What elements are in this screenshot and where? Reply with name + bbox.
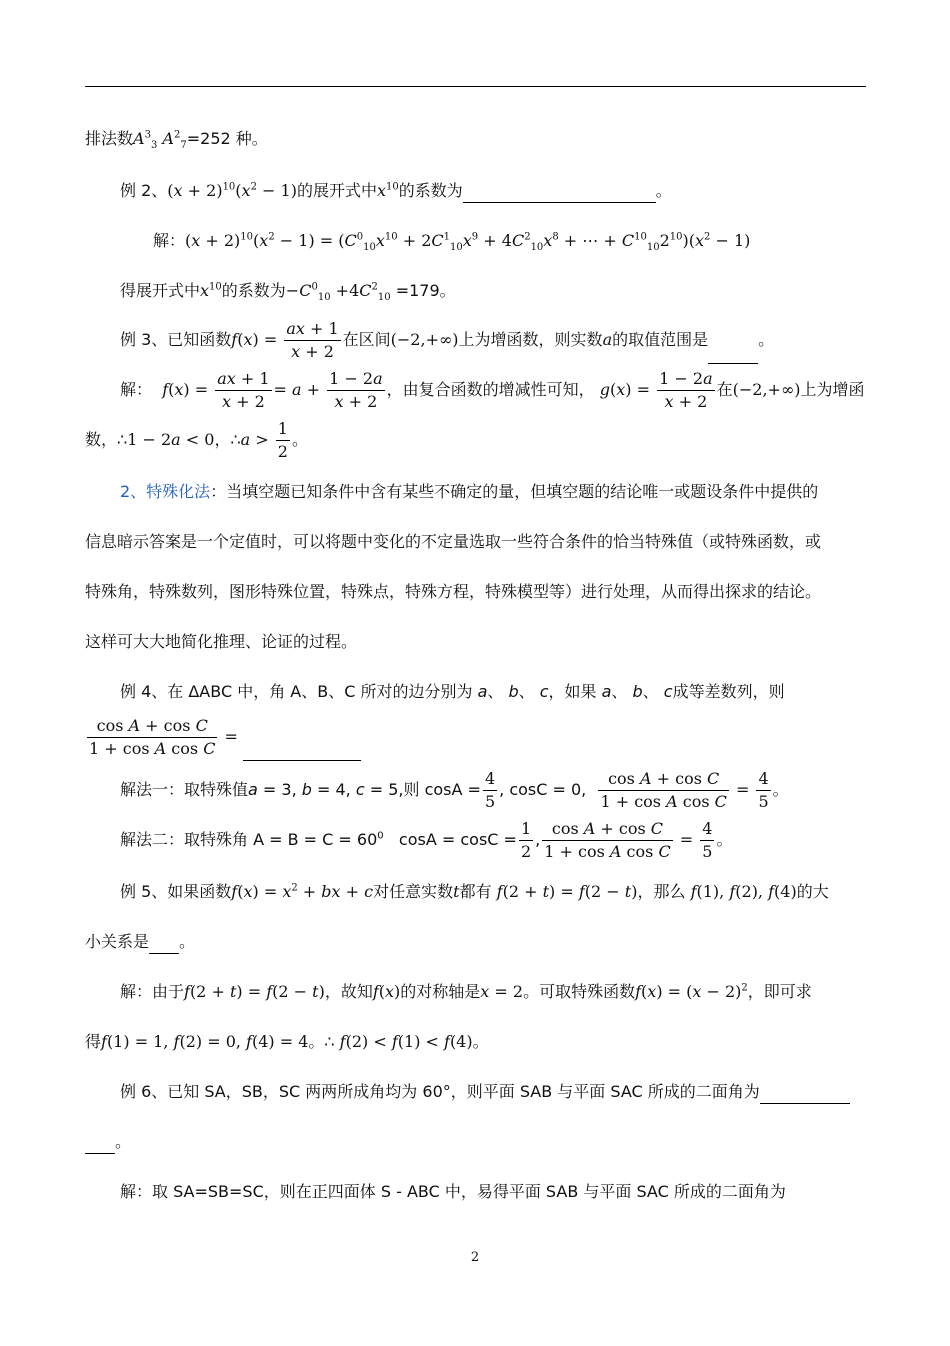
header-rule	[85, 86, 866, 87]
answer-blank[interactable]	[708, 317, 758, 364]
solution-2-result: 得展开式中$x^{10}$的系数为$-C^0_{10} +4C^2_{10} =179$。	[120, 281, 456, 304]
example-4-expr: $\frac{\text{cos A + cos C}}{\text{1 + cos A cos C}}$ =	[85, 714, 867, 761]
solution-4a: 解法一：取特殊值a = 3, b = 4, c = 5,则 cosA = $\frac{4}{5}$ , cosC = 0, $\frac{\text{cos A + cos C}}{\text{1 + cos A cos C}}$ = $\frac{4}{5}$ 。	[120, 769, 789, 811]
answer-blank-cont[interactable]	[85, 1131, 115, 1154]
solution-6: 解：取 SA=SB=SC，则在正四面体 S - ABC 中，易得平面 SAB 与平面 SAC 所成的二面角为	[120, 1182, 786, 1201]
solution-3: 解： f(x) = $\frac{ax + 1}{x + 2}$ = a + $\frac{1 - 2a}{x + 2}$ ，由复合函数的增减性可知， g(x) = $\frac{1 - 2a}{x + 2}$ 在(−2,+∞)上为增函	[120, 369, 865, 411]
method-2-line3: 特殊角，特殊数列，图形特殊位置，特殊点，特殊方程，特殊模型等）进行处理，从而得出探求的结论。	[85, 582, 822, 601]
solution-4b: 解法二：取特殊角 $A = B = C = 60^0$ cosA = cosC = $\frac{1}{2}$ , $\frac{\text{cos A + cos C}}{\text{1 + cos A cos C}}$ = $\frac{4}{5}$ 。	[120, 819, 733, 861]
example-2: 例 2、$(x + 2)^{10}(x^2 - 1)$的展开式中$x^{10}$的系数为 。	[120, 180, 902, 203]
example-4: 例 4、在 ΔABC 中，角 A、B、C 所对的边分别为 a、 b、 c，如果 a、 b、 c成等差数列，则	[120, 682, 785, 701]
solution-5-cont: 得f(1) = 1, f(2) = 0, f(4) = 4。∴ f(2) < f(1) < f(4)。	[85, 1032, 489, 1051]
solution-5: 解：由于f(2 + t) = f(2 − t)，故知f(x)的对称轴是x = 2。可取特殊函数$f(x) = (x - 2)^2$，即可求	[120, 982, 812, 1001]
answer-blank[interactable]	[760, 1081, 850, 1104]
line-permutation: 排法数$A^3_3$ $A^2_7=252$ 种。	[85, 129, 268, 152]
method-2-title: 2、特殊化法	[120, 482, 211, 501]
example-3: 例 3、已知函数f(x) = $\frac{ax + 1}{x + 2}$ 在区间(−2,+∞)上为增函数，则实数a的取值范围是 。	[120, 317, 902, 364]
method-2-line4: 这样可大大地简化推理、论证的过程。	[85, 632, 358, 651]
method-2-para: 2、特殊化法：当填空题已知条件中含有某些不确定的量，但填空题的结论唯一或题设条件中提供的	[120, 482, 819, 501]
example-5: 例 5、如果函数$f(x) = x^2$ + bx + c对任意实数t都有 f(2 + t) = f(2 − t)，那么 f(1), f(2), f(4)的大	[120, 882, 829, 901]
page-number: 2	[470, 1250, 480, 1265]
example-5-cont: 小关系是 。	[85, 931, 867, 954]
example-6: 例 6、已知 SA，SB，SC 两两所成角均为 60°，则平面 SAB 与平面 SAC 所成的二面角为	[120, 1081, 902, 1104]
answer-blank[interactable]	[243, 714, 361, 761]
solution-3-cont: 数，∴1 − 2a < 0，∴a > $\frac{1}{2}$ 。	[85, 419, 308, 461]
solution-2: 解：$(x + 2)^{10}(x^2 - 1) = (C^0_{10}x^{10} + 2C^1_{10}x^9 + 4C^2_{10}x^8$ + ⋯ + $C^{10}_{10}2^{10})(x^2 - 1)$	[153, 231, 751, 254]
method-2-line2: 信息暗示答案是一个定值时，可以将题中变化的不定量选取一些符合条件的恰当特殊值（或特殊函数，或	[85, 532, 822, 551]
answer-blank[interactable]	[149, 931, 179, 954]
example-6-cont: 。	[85, 1131, 867, 1154]
answer-blank[interactable]	[463, 180, 656, 203]
